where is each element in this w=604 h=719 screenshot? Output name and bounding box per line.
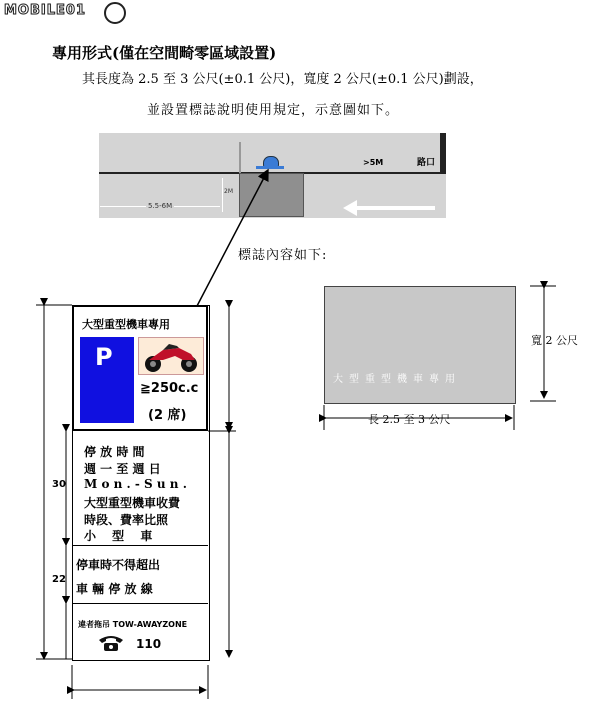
rule-line-5: 時段、費率比照 <box>84 513 169 527</box>
body-line-2: 並設置標誌說明使用規定，示意圖如下。 <box>147 103 400 118</box>
bay-depth-label: 2M <box>224 188 233 195</box>
seats-label: (2 席) <box>148 408 187 423</box>
road-marking-text: 大型重型機車專用 <box>333 374 461 385</box>
height-22-label: 22 <box>52 574 66 585</box>
section-heading: 專用形式(僅在空間畸零區域設置) <box>52 44 277 62</box>
warning-line-2: 車 輛 停 放 線 <box>76 582 153 596</box>
height-30-label: 30 <box>52 479 66 490</box>
parking-p-icon: P <box>95 343 113 371</box>
tow-phone-number: 110 <box>136 637 162 651</box>
rule-line-2: 週 一 至 週 日 <box>84 462 161 476</box>
warning-line-1: 停車時不得超出 <box>76 558 161 572</box>
mobile01-logo: MOBILE01 <box>4 3 86 18</box>
rule-line-1: 停 放 時 間 <box>84 445 145 459</box>
body-line-1: 其長度為 2.5 至 3 公尺(±0.1 公尺)，寬度 2 公尺(±0.1 公尺)劃設， <box>82 72 483 87</box>
marking-caption: 標誌內容如下: <box>238 248 328 263</box>
rule-line-4: 大型重型機車收費 <box>84 496 181 510</box>
length-label: 長 2.5 至 3 公尺 <box>368 413 451 426</box>
tow-away-label: 違者拖吊 TOW-AWAYZONE <box>78 620 188 629</box>
rule-line-6: 小 型 車 <box>84 529 153 543</box>
rule-line-3: M o n . - S u n . <box>84 477 187 491</box>
dimension-label: 5.5-6M <box>148 202 173 210</box>
distance-label: >5M <box>363 158 384 167</box>
displacement-label: ≧250c.c <box>140 381 199 396</box>
sign-title: 大型重型機車專用 <box>82 318 170 331</box>
width-label: 寬 2 公尺 <box>531 334 578 347</box>
intersection-label: 路口 <box>417 158 436 168</box>
